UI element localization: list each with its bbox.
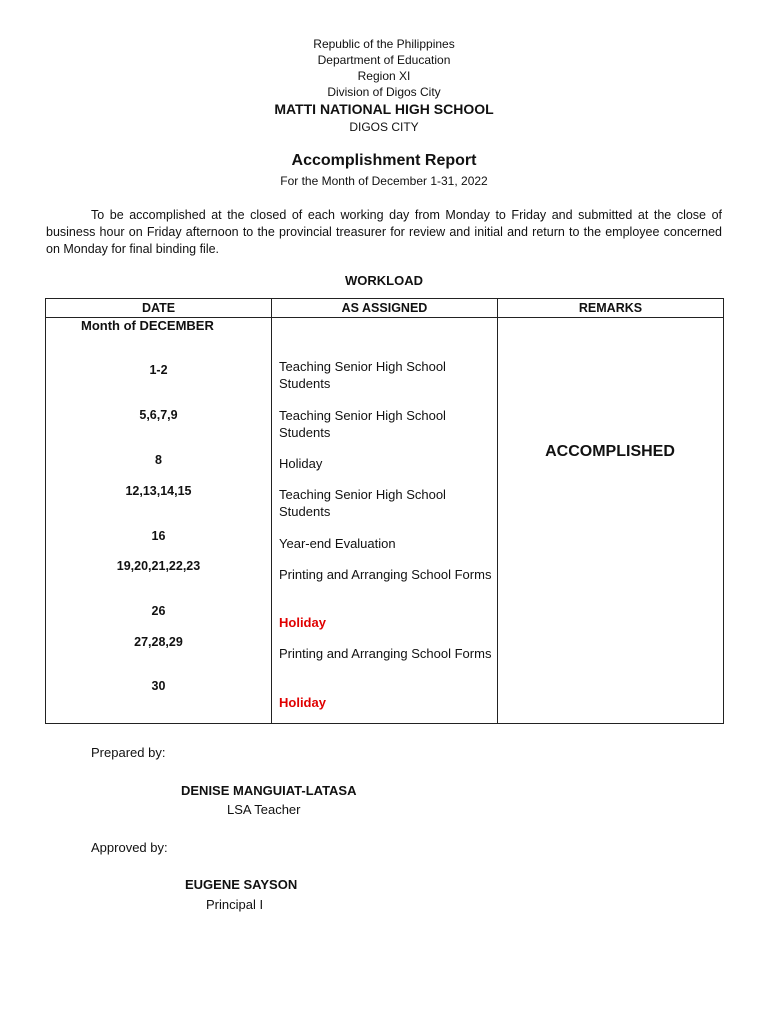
- column-header-assigned: AS ASSIGNED: [272, 299, 498, 318]
- prepared-by-title: LSA Teacher: [227, 802, 301, 817]
- workload-heading: WORKLOAD: [345, 273, 423, 288]
- month-label: Month of DECEMBER: [81, 318, 214, 333]
- intro-paragraph: To be accomplished at the closed of each working day from Monday to Friday and submitted at the close of business hour on Friday afternoon to the provincial treasurer for review and initial and return to the employee concerned on Monday for final binding file.: [46, 208, 722, 256]
- header-school: MATTI NATIONAL HIGH SCHOOL: [274, 101, 494, 117]
- assignment-item-holiday: Holiday: [279, 695, 326, 710]
- date-column: [46, 318, 272, 724]
- table-header-row: [46, 299, 724, 318]
- date-item: 12,13,14,15: [125, 484, 192, 498]
- date-item: 5,6,7,9: [139, 408, 178, 422]
- assignment-item: Printing and Arranging School Forms: [279, 646, 492, 661]
- assignment-item-holiday: Holiday: [279, 615, 326, 630]
- header-division: Division of Digos City: [327, 85, 441, 99]
- date-item: 8: [155, 453, 162, 467]
- column-header-date: DATE: [46, 299, 272, 318]
- date-item: 19,20,21,22,23: [116, 559, 201, 573]
- remarks-value: ACCOMPLISHED: [545, 443, 675, 460]
- assignment-item: Teaching Senior High School Students: [279, 487, 446, 519]
- approved-by-label: Approved by:: [91, 840, 168, 855]
- table-body-row: [46, 318, 724, 724]
- workload-table: [45, 298, 724, 724]
- approved-by-name: EUGENE SAYSON: [185, 877, 298, 892]
- column-header-remarks: REMARKS: [498, 299, 724, 318]
- assignment-item: Year-end Evaluation: [279, 536, 396, 551]
- date-item: 30: [151, 679, 166, 693]
- header-country: Republic of the Philippines: [313, 37, 455, 51]
- approved-by-title: Principal I: [206, 897, 264, 912]
- assignment-item: Teaching Senior High School Students: [279, 408, 446, 440]
- report-title: Accomplishment Report: [291, 152, 477, 169]
- header-city: DIGOS CITY: [349, 120, 419, 134]
- prepared-by-label: Prepared by:: [91, 745, 166, 760]
- assignment-item: Printing and Arranging School Forms: [279, 567, 492, 582]
- assigned-column: [272, 318, 498, 724]
- header-department: Department of Education: [317, 53, 451, 67]
- prepared-by-name: DENISE MANGUIAT-LATASA: [181, 783, 357, 798]
- date-item: 26: [151, 604, 166, 618]
- report-period: For the Month of December 1-31, 2022: [280, 174, 488, 188]
- assignment-item: Holiday: [279, 456, 323, 471]
- remarks-column: [498, 318, 724, 724]
- header-region: Region XI: [357, 69, 411, 83]
- date-item: 16: [151, 529, 166, 543]
- date-item: 27,28,29: [134, 635, 183, 649]
- date-item: 1-2: [149, 363, 168, 377]
- assignment-item: Teaching Senior High School Students: [279, 359, 446, 391]
